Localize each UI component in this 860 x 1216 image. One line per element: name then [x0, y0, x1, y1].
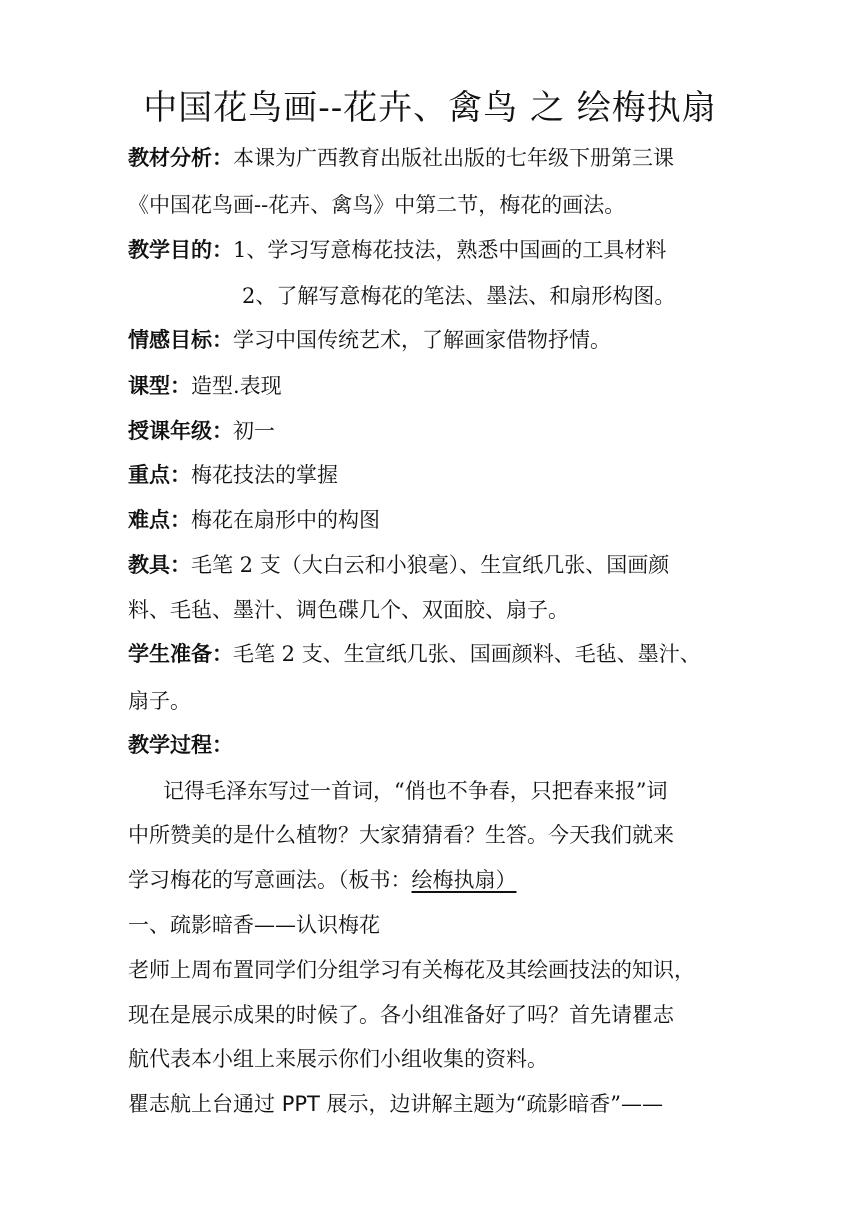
emotion-goal-text: 学习中国传统艺术，了解画家借物抒情。 — [233, 328, 611, 352]
student-prep-label: 学生准备： — [128, 642, 233, 666]
teaching-goal-item-1: 1、学习写意梅花技法，熟悉中国画的工具材料 — [233, 238, 667, 262]
lesson-type-label: 课型： — [128, 374, 191, 398]
grade-label: 授课年级： — [128, 419, 233, 443]
key-point-line — [128, 462, 338, 488]
process-heading — [128, 732, 233, 758]
student-prep-text-1: 毛笔 2 支、生宣纸几张、国画颜料、毛毡、墨汁、 — [233, 642, 701, 666]
process-paragraph-1-line-3 — [128, 867, 517, 893]
grade-text: 初一 — [233, 419, 275, 443]
materials-analysis-line-2: 《中国花鸟画--花卉、禽鸟》中第二节，梅花的画法。 — [128, 193, 626, 217]
difficulty-line — [128, 507, 380, 533]
grade-line — [128, 418, 275, 444]
teaching-tools-text-1: 毛笔 2 支（大白云和小狼毫）、生宣纸几张、国画颜 — [191, 553, 670, 577]
key-point-label: 重点： — [128, 463, 191, 487]
teaching-tools-label: 教具： — [128, 553, 191, 577]
process-paragraph-3-text-c: 展示，边讲解主题为“疏影暗香”—— — [319, 1092, 663, 1116]
process-paragraph-3-text-a: 瞿志航上台通过 — [128, 1092, 282, 1116]
process-paragraph-1-line-1: 记得毛泽东写过一首词，“俏也不争春，只把春来报”词 — [163, 779, 668, 803]
materials-analysis-line-1 — [128, 145, 674, 171]
process-paragraph-2-line-3: 航代表本小组上来展示你们小组收集的资料。 — [128, 1047, 548, 1071]
process-paragraph-3-line-1 — [128, 1091, 663, 1117]
teaching-tools-line-1 — [128, 552, 669, 578]
teaching-tools-line-2: 料、毛毡、墨汁、调色碟几个、双面胶、扇子。 — [128, 598, 569, 622]
materials-analysis-text-1: 本课为广西教育出版社出版的七年级下册第三课 — [233, 146, 674, 170]
section-heading-1: 一、疏影暗香——认识梅花 — [128, 913, 380, 937]
student-prep-line-2: 扇子。 — [128, 689, 191, 713]
ppt-text: PPT — [281, 1092, 320, 1116]
lesson-type-line — [128, 373, 282, 399]
document-title: 中国花鸟画--花卉、禽鸟 之 绘梅执扇 — [143, 88, 717, 128]
student-prep-line-1 — [128, 641, 701, 667]
key-point-text: 梅花技法的掌握 — [191, 463, 338, 487]
emotion-goal-label: 情感目标： — [128, 328, 233, 352]
difficulty-text: 梅花在扇形中的构图 — [191, 508, 380, 532]
difficulty-label: 难点： — [128, 508, 191, 532]
teaching-goal-item-2: 2、了解写意梅花的笔法、墨法、和扇形构图。 — [242, 284, 676, 308]
emotion-goal-line — [128, 327, 611, 353]
process-paragraph-2-line-2: 现在是展示成果的时候了。各小组准备好了吗？首先请瞿志 — [128, 1003, 674, 1027]
materials-analysis-label: 教材分析： — [128, 146, 233, 170]
process-paragraph-1-line-3-text: 学习梅花的写意画法。（板书： — [128, 868, 412, 892]
board-writing-underlined: 绘梅执扇） — [411, 868, 517, 892]
process-paragraph-1-line-2: 中所赞美的是什么植物？大家猜猜看？生答。今天我们就来 — [128, 823, 674, 847]
lesson-type-text: 造型.表现 — [191, 374, 282, 398]
process-label: 教学过程： — [128, 733, 233, 757]
teaching-goal-label: 教学目的： — [128, 238, 233, 262]
teaching-goal-line-1 — [128, 237, 666, 263]
process-paragraph-2-line-1: 老师上周布置同学们分组学习有关梅花及其绘画技法的知识， — [128, 958, 695, 982]
